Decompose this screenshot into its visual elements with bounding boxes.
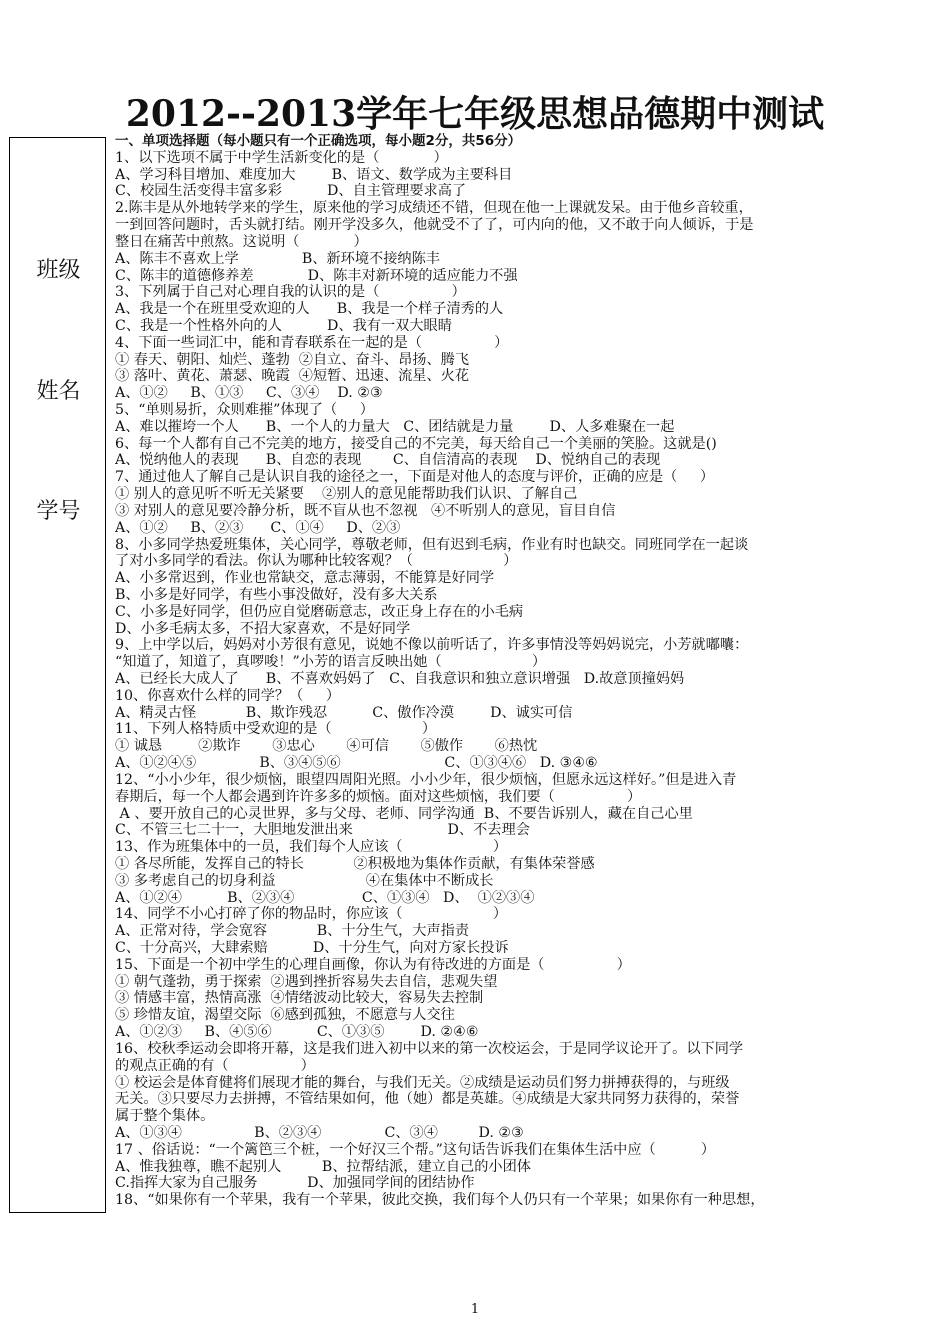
question-line: 13、作为班集体中的一员，我们每个人应该（ ） bbox=[115, 839, 508, 856]
question-line: 11、下列人格特质中受欢迎的是（ ） bbox=[115, 721, 437, 738]
name-label: 姓名 bbox=[36, 379, 81, 404]
question-line: 了对小多同学的看法。你认为哪种比较客观？（ ） bbox=[115, 553, 518, 570]
question-line: ① 各尽所能，发挥自己的特长 ②积极地为集体作贡献，有集体荣誉感 bbox=[115, 855, 595, 872]
question-line: C、十分高兴，大肆索赔 D、十分生气，向对方家长投诉 bbox=[115, 940, 509, 956]
question-line: ① 诚恳 ②欺诈 ③忠心 ④可信 ⑤傲作 ⑥热忱 bbox=[115, 738, 538, 755]
question-line: C、陈丰的道德修养差 D、陈丰对新环境的适应能力不强 bbox=[115, 267, 518, 284]
question-line: ① 朝气蓬勃，勇于探索 ②遇到挫折容易失去自信，悲观失望 bbox=[115, 973, 498, 990]
question-line: A、难以摧垮一个人 B、一个人的力量大 C、团结就是力量 D、人多难聚在一起 bbox=[115, 418, 675, 435]
question-line: 1、以下选项不属于中学生活新变化的是（ ） bbox=[115, 149, 448, 166]
question-line: 属于整个集体。 bbox=[115, 1108, 215, 1125]
question-line: 无关。③只要尽力去拼搏，不管结果如何，他（她）都是英雄。④成绩是大家共同努力获得的，荣誉 bbox=[115, 1091, 740, 1108]
question-line: “知道了，知道了，真啰唆！”小芳的语言反映出她（ ） bbox=[115, 654, 547, 671]
question-line: ③ 对别人的意见要冷静分析，既不盲从也不忽视 ④不听别人的意见，盲目自信 bbox=[115, 502, 616, 519]
page-number: 1 bbox=[470, 1302, 480, 1317]
question-line: A、①② B、①③ C、③④ D. ②③ bbox=[115, 385, 383, 402]
question-line: A 、要开放自己的心灵世界，多与父母、老师、同学沟通 B、不要告诉别人，藏在自己心里 bbox=[115, 805, 693, 822]
question-line: A、我是一个在班里受欢迎的人 B、我是一个样子清秀的人 bbox=[115, 301, 504, 318]
student-info-box bbox=[9, 137, 106, 1213]
question-line: 春期后，每一个人都会遇到许许多多的烦恼。面对这些烦恼，我们要（ ） bbox=[115, 788, 642, 805]
question-line: A、①②④⑤ B、③④⑤⑥ C、①③④⑥ D. ③④⑥ bbox=[115, 755, 598, 772]
question-line: C、小多是好同学，但仍应自觉磨砺意志，改正身上存在的小毛病 bbox=[115, 603, 524, 620]
question-line: C、校园生活变得丰富多彩 D、自主管理要求高了 bbox=[115, 183, 467, 200]
question-line: 7、通过他人了解自己是认识自我的途径之一，下面是对他人的态度与评价，正确的应是（ ） bbox=[115, 469, 715, 486]
question-line: A、①②③ B、④⑤⑥ C、①③⑤ D. ②④⑥ bbox=[115, 1024, 479, 1041]
question-line: B、小多是好同学，有些小事没做好，没有多大关系 bbox=[115, 586, 438, 603]
question-line: 18、“如果你有一个苹果，我有一个苹果，彼此交换，我们每个人仍只有一个苹果；如果你有一种思想， bbox=[115, 1192, 765, 1209]
question-line: A、精灵古怪 B、欺诈残忍 C、傲作冷漠 D、诚实可信 bbox=[115, 704, 573, 721]
question-line: 10、你喜欢什么样的同学？（ ） bbox=[115, 687, 341, 704]
question-line: A、惟我独尊，瞧不起别人 B、拉帮结派，建立自己的小团体 bbox=[115, 1158, 531, 1175]
question-line: A、①②④ B、②③④ C、①③④ D、 ①②③④ bbox=[115, 889, 535, 906]
question-line: A、陈丰不喜欢上学 B、新环境不接纳陈丰 bbox=[115, 250, 440, 267]
question-line: A、正常对待，学会宽容 B、十分生气，大声指责 bbox=[115, 923, 470, 940]
question-line: 15、下面是一个初中学生的心理自画像，你认为有待改进的方面是（ ） bbox=[115, 956, 631, 973]
question-lines bbox=[115, 150, 843, 1209]
question-line: C、我是一个性格外向的人 D、我有一双大眼睛 bbox=[115, 317, 452, 334]
question-line: A、小多常迟到，作业也常缺交，意志薄弱，不能算是好同学 bbox=[115, 570, 495, 587]
question-line: C、不管三七二十一，大胆地发泄出来 D、不去理会 bbox=[115, 822, 530, 839]
question-line: 整日在痛苦中煎熬。这说明（ ） bbox=[115, 233, 368, 250]
exam-title: 2012--2013学年七年级思想品德期中测试 bbox=[125, 93, 825, 135]
question-line: A、①③④ B、②③④ C、③④ D. ②③ bbox=[115, 1124, 524, 1141]
question-line: 2.陈丰是从外地转学来的学生，原来他的学习成绩还不错，但现在他一上课就发呆。由于他乡音较重， bbox=[115, 200, 753, 217]
question-line: 9、上中学以后，妈妈对小芳很有意见，说她不像以前听话了，许多事情没等妈妈说完，小芳就嘟囔： bbox=[115, 637, 749, 654]
question-line: D、小多毛病太多，不招大家喜欢，不是好同学 bbox=[115, 620, 411, 637]
question-line: 16、校秋季运动会即将开幕，这是我们进入初中以来的第一次校运会，于是同学议论开了。以下同学 bbox=[115, 1040, 744, 1057]
question-line: 一到回答问题时，舌头就打结。刚开学没多久，他就受不了了，可内向的他，又不敢于向人倾诉，于是 bbox=[115, 217, 754, 234]
question-line: A、悦纳他人的表现 B、自恋的表现 C、自信清高的表现 D、悦纳自己的表现 bbox=[115, 452, 661, 469]
question-content bbox=[115, 133, 843, 1209]
question-line: ③ 情感丰富，热情高涨 ④情绪波动比较大，容易失去控制 bbox=[115, 990, 484, 1007]
question-line: C.指挥大家为自己服务 D、加强同学间的团结协作 bbox=[115, 1175, 475, 1192]
question-line: ③ 落叶、黄花、萧瑟、晚霞 ④短暂、迅速、流星、火花 bbox=[115, 368, 470, 385]
question-line: ③ 多考虑自己的切身利益 ④在集体中不断成长 bbox=[115, 872, 494, 889]
question-line: ⑤ 珍惜友谊，渴望交际 ⑥感到孤独，不愿意与人交往 bbox=[115, 1007, 455, 1024]
question-line: ① 春天、朝阳、灿烂、蓬勃 ②自立、奋斗、昂扬、腾飞 bbox=[115, 351, 470, 368]
student-id-label: 学号 bbox=[36, 499, 81, 524]
section-title: 一、单项选择题（每小题只有一个正确选项，每小题2分，共56分） bbox=[115, 133, 522, 149]
question-line: 4、下面一些词汇中，能和青春联系在一起的是（ ） bbox=[115, 334, 509, 351]
question-line: 6、每一个人都有自己不完美的地方，接受自己的不完美，每天给自己一个美丽的笑脸。这就是() bbox=[115, 435, 717, 452]
question-line: 的观点正确的有（ ） bbox=[115, 1057, 315, 1074]
question-line: 5、“单则易折，众则难摧”体现了（ ） bbox=[115, 402, 374, 418]
question-line: A、学习科目增加、难度加大 B、语文、数学成为主要科目 bbox=[115, 166, 513, 183]
question-line: 8、小多同学热爱班集体，关心同学，尊敬老师，但有迟到毛病，作业有时也缺交。同班同学在一起谈 bbox=[115, 536, 749, 553]
question-line: 14、同学不小心打碎了你的物品时，你应该（ ） bbox=[115, 906, 508, 923]
question-line: 17 、俗话说：“一个篱笆三个桩，一个好汉三个帮。”这句话告诉我们在集体生活中应（ ） bbox=[115, 1141, 716, 1158]
question-line: A、①② B、②③ C、①④ D、②③ bbox=[115, 519, 401, 536]
question-line: 3、下列属于自己对心理自我的认识的是（ ） bbox=[115, 284, 466, 301]
question-line: 12、“小小少年，很少烦恼，眼望四周阳光照。小小少年，很少烦恼，但愿永远这样好。”但是进入青 bbox=[115, 771, 737, 788]
class-label: 班级 bbox=[36, 258, 81, 283]
question-line: A、已经长大成人了 B、不喜欢妈妈了 C、自我意识和独立意识增强 D.故意顶撞妈妈 bbox=[115, 671, 685, 687]
question-line: ① 校运会是体育健将们展现才能的舞台，与我们无关。②成绩是运动员们努力拼搏获得的，与班级 bbox=[115, 1074, 730, 1091]
question-line: ① 别人的意见听不听无关紧要 ②别人的意见能帮助我们认识、了解自己 bbox=[115, 486, 578, 503]
